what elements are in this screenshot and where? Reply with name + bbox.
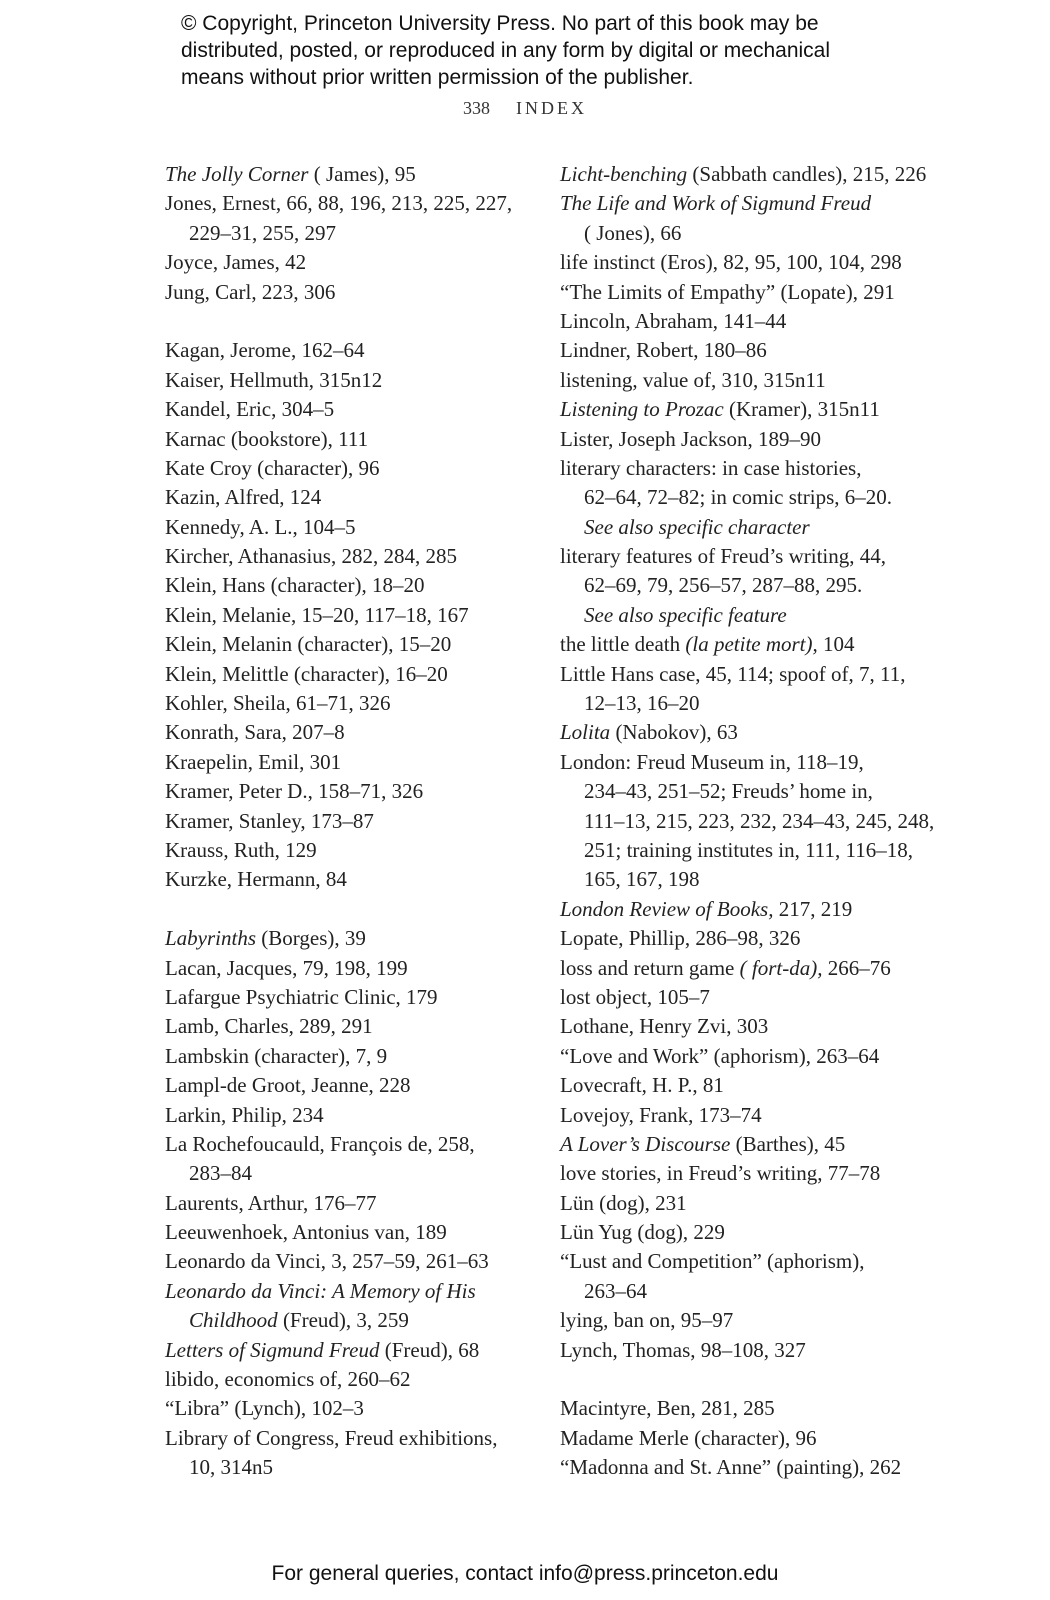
index-entry-title: ( fort-da), (739, 955, 823, 980)
index-entry-text: lying, ban on, 95–97 (560, 1308, 734, 1333)
index-entry-text: 165, 167, 198 (584, 867, 700, 892)
index-entry-text: Klein, Hans (character), 18–20 (165, 573, 425, 598)
index-entry (165, 630, 525, 659)
index-entry (165, 777, 525, 806)
index-entry-title: Licht-benching (560, 162, 688, 186)
index-entry-text: ( James), 95 (308, 162, 416, 186)
page-number: 338 (463, 98, 490, 118)
index-entry (165, 1071, 525, 1100)
copyright-line: © Copyright, Princeton University Press. No part of this book may be (181, 12, 819, 35)
index-entry (165, 1042, 525, 1071)
index-entry-text: Kircher, Athanasius, 282, 284, 285 (165, 544, 457, 569)
index-entry-text: Kagan, Jerome, 162–64 (165, 338, 365, 363)
index-entry-text: life instinct (Eros), 82, 95, 100, 104, 298 (560, 250, 902, 275)
index-entry-text: Kramer, Peter D., 158–71, 326 (165, 779, 424, 804)
index-entry-text: Kraepelin, Emil, 301 (165, 749, 342, 774)
index-entry (165, 1336, 525, 1365)
footer-contact: For general queries, contact info@press.princeton.edu (271, 1562, 779, 1585)
index-entry-text: 263–64 (584, 1278, 647, 1303)
index-entry-text: Lopate, Phillip, 286–98, 326 (560, 926, 801, 951)
index-entry-continuation (560, 601, 930, 630)
index-entry (165, 425, 525, 454)
index-entry-title: Leonardo da Vinci: A Memory of His (165, 1278, 476, 1303)
index-entry-text: “Madonna and St. Anne” (painting), 262 (560, 1455, 902, 1480)
index-entry (165, 660, 525, 689)
index-entry (165, 1277, 525, 1306)
index-entry-text: Klein, Melanie, 15–20, 117–18, 167 (165, 602, 469, 627)
index-entry-text: (Freud), 68 (379, 1337, 480, 1362)
index-entry-title: See also specific character (584, 514, 810, 539)
index-entry (165, 571, 525, 600)
index-entry (560, 1394, 930, 1423)
index-entry-title: The Jolly Corner (165, 162, 309, 186)
index-entry-text: “Libra” (Lynch), 102–3 (165, 1396, 364, 1421)
index-entry-continuation (560, 219, 930, 248)
index-entry-continuation (560, 865, 930, 894)
index-entry-title: Lolita (560, 720, 611, 745)
index-entry (165, 718, 525, 747)
copyright-line: means without prior written permission of the publisher. (181, 66, 694, 89)
index-entry (165, 248, 525, 277)
index-entry (560, 425, 930, 454)
index-entry-text: 12–13, 16–20 (584, 691, 700, 716)
index-entry (165, 454, 525, 483)
copyright-line: distributed, posted, or reproduced in any form by digital or mechanical (181, 39, 831, 62)
index-column-right (560, 160, 935, 1483)
index-entry-text: literary features of Freud’s writing, 44, (560, 544, 886, 569)
index-entry-text: Klein, Melittle (character), 16–20 (165, 661, 448, 686)
index-entry (165, 1189, 525, 1218)
index-entry (165, 836, 525, 865)
index-entry-text: Joyce, James, 42 (165, 250, 307, 275)
index-entry-continuation (560, 689, 930, 718)
index-entry-text: love stories, in Freud’s writing, 77–78 (560, 1161, 881, 1186)
index-entry (560, 1453, 930, 1482)
index-entry (560, 1101, 930, 1130)
index-entry (165, 1365, 525, 1394)
index-entry-continuation (560, 483, 930, 512)
index-entry (165, 1424, 525, 1453)
index-entry-text: loss and return game (560, 955, 740, 980)
index-entry (560, 660, 930, 689)
index-entry-text: Leeuwenhoek, Antonius van, 189 (165, 1220, 447, 1245)
index-entry-text: Kramer, Stanley, 173–87 (165, 808, 374, 833)
index-entry-continuation (560, 571, 930, 600)
index-entry (560, 1012, 930, 1041)
running-head (0, 98, 1050, 119)
index-entry-text: Kohler, Sheila, 61–71, 326 (165, 691, 391, 716)
index-entry-text: Kazin, Alfred, 124 (165, 485, 322, 510)
index-entry-text: Lambskin (character), 7, 9 (165, 1043, 388, 1068)
index-entry (165, 1218, 525, 1247)
index-entry (165, 1130, 525, 1159)
index-entry (165, 689, 525, 718)
index-entry (560, 895, 930, 924)
index-entry-text: Krauss, Ruth, 129 (165, 837, 317, 862)
index-entry-continuation (165, 219, 525, 248)
index-entry-continuation (165, 1453, 525, 1482)
index-entry-text: Little Hans case, 45, 114; spoof of, 7, 11, (560, 661, 906, 686)
index-entry-text: (Barthes), 45 (730, 1131, 846, 1156)
index-entry-title: A Lover’s Discourse (560, 1131, 731, 1156)
index-entry-text: Leonardo da Vinci, 3, 257–59, 261–63 (165, 1249, 489, 1274)
index-entry-text: (Kramer), 315n11 (723, 397, 880, 422)
index-entry-text: “The Limits of Empathy” (Lopate), 291 (560, 279, 895, 304)
index-entry-text: Lampl-de Groot, Jeanne, 228 (165, 1073, 411, 1098)
index-entry (560, 748, 930, 777)
index-entry (165, 807, 525, 836)
index-spacer (560, 1365, 930, 1394)
index-entry-continuation (560, 807, 935, 836)
index-entry (560, 1159, 930, 1188)
index-entry (165, 1101, 525, 1130)
index-entry (560, 1306, 930, 1335)
index-entry-continuation (560, 513, 930, 542)
index-entry (560, 954, 930, 983)
index-entry-text: Lindner, Robert, 180–86 (560, 338, 767, 363)
index-entry (165, 542, 525, 571)
index-entry-text: Kurzke, Hermann, 84 (165, 867, 347, 892)
index-entry-title: (la petite mort), (685, 632, 818, 657)
index-entry-text: Kate Croy (character), 96 (165, 455, 380, 480)
index-spacer (165, 307, 525, 336)
index-entry (165, 189, 525, 218)
index-entry (560, 395, 930, 424)
copyright-notice (181, 10, 901, 91)
index-entry-text: listening, value of, 310, 315n11 (560, 367, 826, 392)
index-entry-text: ( Jones), 66 (584, 220, 682, 245)
index-entry (165, 1247, 525, 1276)
index-entry (560, 1336, 930, 1365)
index-entry-text: literary characters: in case histories, (560, 455, 862, 480)
index-entry-title: See also specific feature (584, 602, 787, 627)
index-entry-title: Letters of Sigmund Freud (165, 1337, 380, 1362)
index-entry (560, 1071, 930, 1100)
index-entry (560, 1042, 930, 1071)
index-entry (560, 1189, 930, 1218)
index-entry-text: 229–31, 255, 297 (189, 220, 336, 245)
index-entry (560, 189, 930, 218)
index-entry-title: Childhood (189, 1308, 278, 1333)
index-entry-text: London: Freud Museum in, 118–19, (560, 749, 864, 774)
index-entry-text: Larkin, Philip, 234 (165, 1102, 324, 1127)
index-entry-text: Lün (dog), 231 (560, 1190, 687, 1215)
index-entry (165, 601, 525, 630)
index-entry-text: “Love and Work” (aphorism), 263–64 (560, 1043, 880, 1068)
index-entry-text: Lafargue Psychiatric Clinic, 179 (165, 984, 438, 1009)
index-entry-text: lost object, 105–7 (560, 984, 710, 1009)
index-entry-continuation (560, 836, 930, 865)
index-entry-continuation (165, 1159, 525, 1188)
index-entry-text: libido, economics of, 260–62 (165, 1367, 411, 1392)
index-entry (165, 954, 525, 983)
index-entry (560, 983, 930, 1012)
index-entry (560, 366, 930, 395)
index-entry (165, 278, 525, 307)
index-entry-text: 234–43, 251–52; Freuds’ home in, (584, 779, 873, 804)
index-entry (165, 983, 525, 1012)
index-entry (560, 248, 930, 277)
index-entry-continuation (560, 777, 930, 806)
index-entry-text: Jones, Ernest, 66, 88, 196, 213, 225, 227, (165, 191, 513, 216)
index-entry (165, 395, 525, 424)
index-entry-text: Laurents, Arthur, 176–77 (165, 1190, 377, 1215)
index-entry (165, 865, 525, 894)
index-entry-text: Konrath, Sara, 207–8 (165, 720, 345, 745)
index-entry-text: Lovejoy, Frank, 173–74 (560, 1102, 762, 1127)
index-entry-text: Kandel, Eric, 304–5 (165, 397, 335, 422)
index-entry-text: Lovecraft, H. P., 81 (560, 1073, 724, 1098)
index-entry-text: (Borges), 39 (256, 926, 366, 951)
index-entry-text: Madame Merle (character), 96 (560, 1425, 817, 1450)
index-entry-text: Klein, Melanin (character), 15–20 (165, 632, 452, 657)
index-entry-text: Lincoln, Abraham, 141–44 (560, 308, 787, 333)
index-entry (560, 1247, 930, 1276)
index-entry-text: Karnac (bookstore), 111 (165, 426, 369, 451)
index-entry-text: (Nabokov), 63 (610, 720, 738, 745)
index-entry-text: (Freud), 3, 259 (277, 1308, 409, 1333)
index-entry-text: 283–84 (189, 1161, 252, 1186)
index-entry-text: 111–13, 215, 223, 232, 234–43, 245, 248, (584, 808, 935, 833)
index-entry (560, 307, 930, 336)
index-entry (165, 483, 525, 512)
index-entry-text: 104 (817, 632, 855, 657)
index-entry-text: Macintyre, Ben, 281, 285 (560, 1396, 775, 1421)
index-entry (165, 513, 525, 542)
index-entry-title: London Review of Books, (560, 896, 774, 921)
index-entry (165, 336, 525, 365)
section-title: INDEX (516, 98, 587, 118)
index-entry-continuation (165, 1306, 525, 1335)
index-entry-text: 10, 314n5 (189, 1455, 273, 1480)
index-entry-title: Labyrinths (165, 926, 257, 951)
index-entry-text: 266–76 (822, 955, 891, 980)
index-entry (560, 278, 930, 307)
index-entry (560, 1218, 930, 1247)
index-entry-title: Listening to Prozac (560, 397, 724, 422)
index-entry (560, 160, 930, 189)
index-entry (165, 160, 525, 189)
index-entry (560, 718, 930, 747)
index-entry (560, 924, 930, 953)
index-spacer (165, 895, 525, 924)
index-entry-text: Jung, Carl, 223, 306 (165, 279, 336, 304)
index-entry-text: 217, 219 (773, 896, 853, 921)
index-entry (165, 1012, 525, 1041)
index-entry-text: Kaiser, Hellmuth, 315n12 (165, 367, 383, 392)
index-entry-text: Lothane, Henry Zvi, 303 (560, 1014, 769, 1039)
index-entry (165, 366, 525, 395)
index-entry-text: 251; training institutes in, 111, 116–18, (584, 837, 913, 862)
index-entry-text: Lynch, Thomas, 98–108, 327 (560, 1337, 806, 1362)
index-entry-text: (Sabbath candles), 215, 226 (687, 162, 927, 186)
index-entry-text: La Rochefoucauld, François de, 258, (165, 1131, 475, 1156)
index-entry-text: Lamb, Charles, 289, 291 (165, 1014, 373, 1039)
index-entry-text: “Lust and Competition” (aphorism), (560, 1249, 865, 1274)
index-entry (560, 1424, 930, 1453)
index-entry-text: the little death (560, 632, 686, 657)
index-entry (560, 542, 930, 571)
index-entry (165, 748, 525, 777)
index-column-left (165, 160, 525, 1483)
index-entry (560, 336, 930, 365)
index-entry-text: Lün Yug (dog), 229 (560, 1220, 725, 1245)
index-entry-text: Lister, Joseph Jackson, 189–90 (560, 426, 822, 451)
index-entry (165, 1394, 525, 1423)
index-entry-text: 62–64, 72–82; in comic strips, 6–20. (584, 485, 892, 510)
index-entry (560, 1130, 930, 1159)
index-entry-text: Library of Congress, Freud exhibitions, (165, 1425, 498, 1450)
index-entry-text: 62–69, 79, 256–57, 287–88, 295. (584, 573, 863, 598)
index-entry-text: Kennedy, A. L., 104–5 (165, 514, 356, 539)
index-entry (165, 924, 525, 953)
index-entry-continuation (560, 1277, 930, 1306)
index-entry-title: The Life and Work of Sigmund Freud (560, 191, 872, 216)
index-entry (560, 454, 930, 483)
index-entry-text: Lacan, Jacques, 79, 198, 199 (165, 955, 408, 980)
index-entry (560, 630, 930, 659)
